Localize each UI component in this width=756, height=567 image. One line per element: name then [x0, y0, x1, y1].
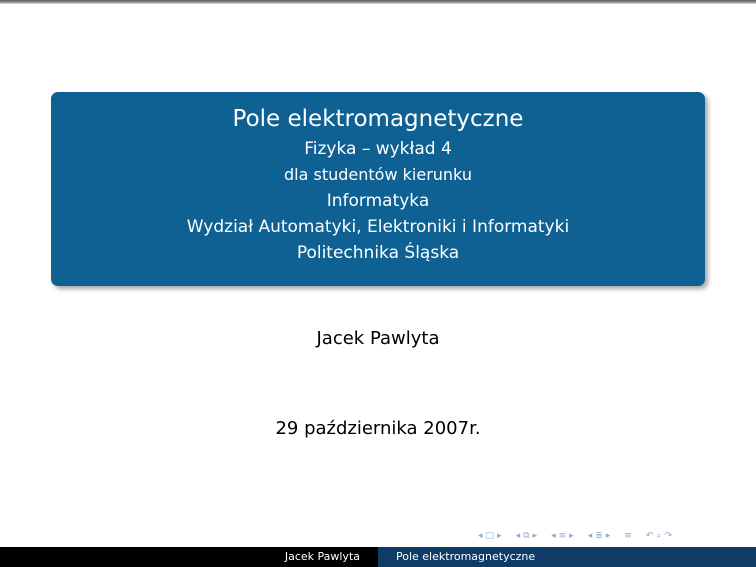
top-rule — [0, 0, 756, 4]
next-subsection-icon[interactable]: ▸ — [569, 531, 574, 541]
slide-author: Jacek Pawlyta — [316, 328, 440, 349]
subtitle-line-2: dla studentów kierunku — [284, 165, 472, 184]
slide-title: Pole elektromagnetyczne — [232, 106, 524, 132]
section-icon[interactable]: ≣ — [595, 531, 603, 541]
title-box — [51, 92, 705, 286]
footer-title: Pole elektromagnetyczne — [378, 547, 756, 567]
search-icon[interactable]: ⌕ — [656, 531, 662, 541]
next-frame-icon[interactable]: ▸ — [532, 531, 538, 541]
subsection-icon[interactable]: ≡ — [558, 531, 567, 541]
prev-frame-icon[interactable]: ◂ — [515, 531, 521, 541]
next-section-icon[interactable]: ▸ — [605, 531, 611, 541]
subtitle-line-5: Politechnika Śląska — [296, 243, 460, 263]
align-icon[interactable]: ≡ — [624, 531, 632, 541]
slide-date: 29 października 2007r. — [275, 418, 481, 439]
frames-icon[interactable]: ⧉ — [523, 531, 530, 541]
navigation-bar — [478, 529, 750, 543]
subtitle-line-3: Informatyka — [326, 191, 430, 211]
footer-author: Jacek Pawlyta — [0, 547, 378, 567]
prev-subsection-icon[interactable]: ◂ — [551, 531, 556, 541]
prev-slide-icon[interactable]: ◂ — [478, 531, 483, 541]
forward-icon[interactable]: ↷ — [664, 531, 672, 541]
back-icon[interactable]: ↶ — [645, 531, 654, 541]
subtitle-line-1: Fizyka – wykład 4 — [304, 139, 452, 159]
prev-section-icon[interactable]: ◂ — [587, 531, 593, 541]
footer-bar — [0, 547, 756, 567]
subtitle-line-4: Wydział Automatyki, Elektroniki i Informatyki — [186, 217, 570, 237]
next-slide-icon[interactable]: ▸ — [497, 531, 502, 541]
slide-frame-icon[interactable]: □ — [485, 531, 495, 541]
